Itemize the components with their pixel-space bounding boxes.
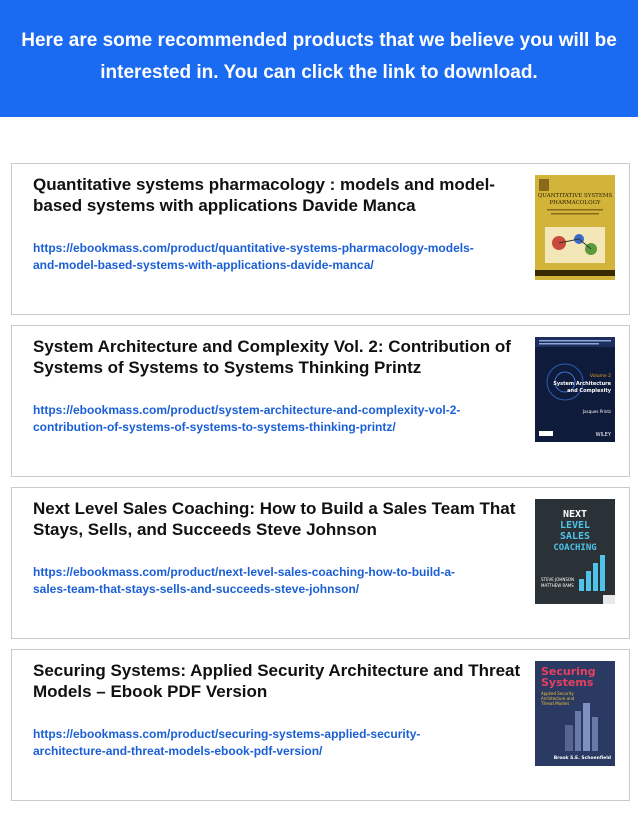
product-title: Securing Systems: Applied Security Architecture and Threat Models – Ebook PDF Version [33,661,521,701]
header-banner [0,0,638,117]
book-cover-image[interactable] [535,661,615,766]
svg-text:PHARMACOLOGY: PHARMACOLOGY [549,200,601,206]
product-title: Quantitative systems pharmacology : models and model-based systems with applications Davide Manca [33,175,495,215]
product-card [11,487,630,639]
book-cover-image[interactable] [535,337,615,442]
product-link[interactable]: https://ebookmass.com/product/quantitative-systems-pharmacology-models-and-model-based-systems-with-applications-davide-manca/ [33,241,474,272]
svg-text:LEVEL: LEVEL [559,520,591,531]
product-link[interactable]: https://ebookmass.com/product/system-architecture-and-complexity-vol-2-contribution-of-systems-of-systems-to-systems-thinking-printz/ [33,403,461,434]
product-link[interactable]: https://ebookmass.com/product/securing-systems-applied-security-architecture-and-threat-models-ebook-pdf-version/ [33,727,421,758]
product-card [11,649,630,801]
svg-text:MATTHEW RAMS: MATTHEW RAMS [541,583,574,588]
svg-text:WILEY: WILEY [595,432,611,438]
svg-text:SALES: SALES [559,531,591,542]
svg-text:Jacques Printz: Jacques Printz [582,409,611,414]
book-cover-image[interactable] [535,175,615,280]
svg-text:Securing: Securing [541,665,596,678]
svg-text:Brook S.E. Schoenfield: Brook S.E. Schoenfield [553,756,611,761]
svg-text:Applied Security: Applied Security [541,691,574,696]
product-title: Next Level Sales Coaching: How to Build a Sales Team That Stays, Sells, and Succeeds Steve Johnson [33,499,516,539]
svg-text:Volume 2: Volume 2 [589,374,611,379]
svg-text:Threat Models: Threat Models [541,701,570,706]
svg-text:STEVE JOHNSON: STEVE JOHNSON [541,577,575,582]
svg-text:QUANTITATIVE SYSTEMS: QUANTITATIVE SYSTEMS [537,193,613,199]
banner-text: Here are some recommended products that we believe you will be interested in. You can click the link to download. [21,29,617,83]
svg-text:Systems: Systems [541,676,594,689]
svg-text:COACHING: COACHING [553,543,597,553]
product-card [11,325,630,477]
product-link[interactable]: https://ebookmass.com/product/next-level-sales-coaching-how-to-build-a-sales-team-that-stays-sells-and-succeeds-steve-johnson/ [33,565,456,596]
svg-text:NEXT: NEXT [562,509,588,520]
svg-text:Architecture and: Architecture and [541,696,575,701]
product-card [11,163,630,315]
svg-text:System Architecture: System Architecture [553,381,611,387]
product-title: System Architecture and Complexity Vol. 2: Contribution of Systems of Systems to Systems Thinking Printz [33,337,511,377]
book-cover-image[interactable] [535,499,615,604]
svg-text:and Complexity: and Complexity [567,388,611,394]
